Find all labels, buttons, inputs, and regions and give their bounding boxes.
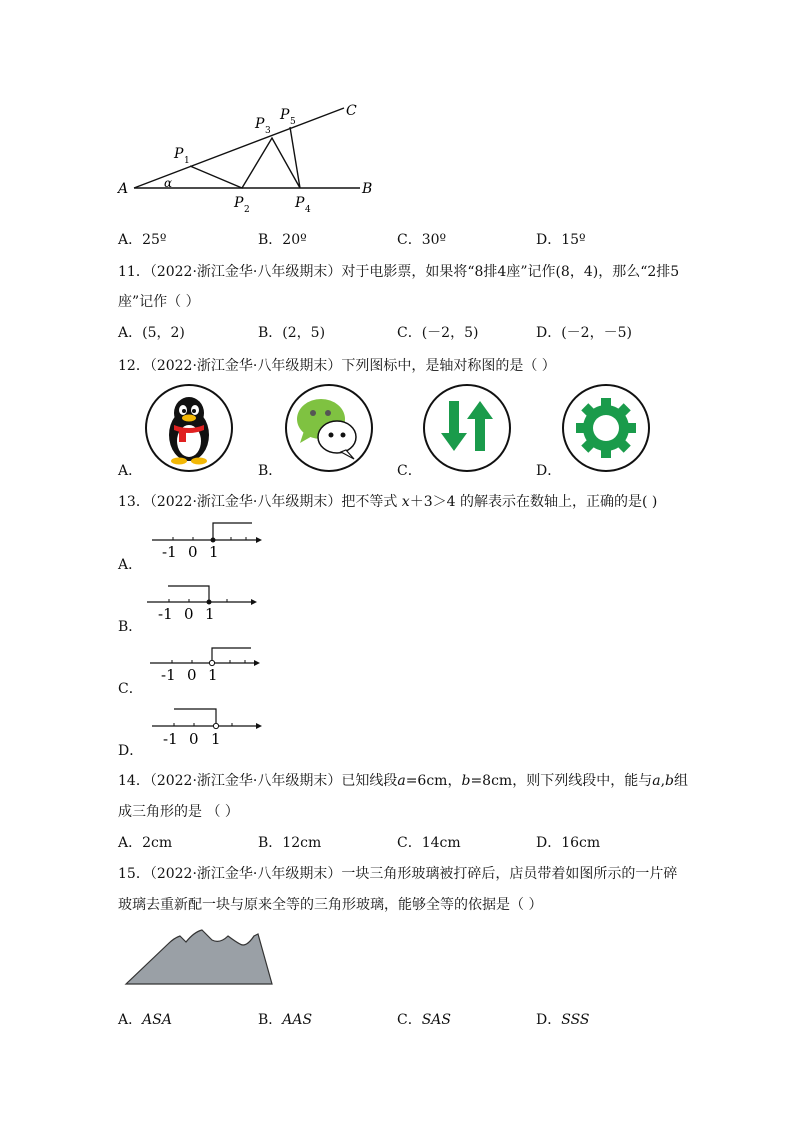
label-C: C [346, 103, 357, 119]
tick-label: 1 [208, 666, 218, 684]
label-P4: P [295, 195, 305, 211]
q14-option-c: C．14cm [397, 835, 461, 851]
q10-option-c: C．30º [397, 232, 447, 248]
q10-option-d: D．15º [536, 232, 586, 248]
label-P5-sub: 5 [290, 117, 296, 127]
q14-stem-line2: 成三角形的是 （ ） [118, 804, 239, 820]
q12-option-d: D． [536, 463, 562, 479]
label-P4-sub: 4 [305, 205, 311, 215]
q11-option-c: C．(－2，5) [397, 325, 479, 341]
tick-label: 0 [189, 730, 199, 748]
q14-stem-line1: 14．（2022·浙江金华·八年级期末）已知线段a=6cm，b=8cm，则下列线段中，能与a,b组 [118, 773, 688, 789]
label-P2: P [234, 195, 244, 211]
number-line-c [146, 643, 266, 685]
label-P1: P [174, 146, 184, 162]
tick-label: 0 [188, 543, 198, 561]
tick-label: -1 [163, 730, 178, 748]
q15-option-c: C．SAS [397, 1012, 452, 1028]
number-line-b [143, 582, 263, 624]
q12-option-c: C． [397, 463, 422, 479]
label-P1-sub: 1 [184, 156, 190, 166]
q11-option-a: A．(5，2) [118, 325, 185, 341]
tick-label: 0 [184, 605, 194, 623]
label-P5: P [280, 107, 290, 123]
gear-icon [561, 383, 651, 473]
q13-option-b: B． [118, 619, 143, 635]
tick-label: 1 [209, 543, 219, 561]
q13-option-c: C． [118, 681, 143, 697]
label-P3-sub: 3 [265, 126, 271, 136]
q12-option-b: B． [258, 463, 283, 479]
q12-stem: 12．（2022·浙江金华·八年级期末）下列图标中，是轴对称图的是（ ） [118, 358, 556, 374]
q13-option-a: A． [118, 557, 143, 573]
q11-stem-line1: 11．（2022·浙江金华·八年级期末）对于电影票，如果将“8排4座”记作(8，4)，那么“2排5 [118, 264, 680, 280]
q10-option-b: B．20º [258, 232, 307, 248]
q14-option-b: B．12cm [258, 835, 322, 851]
q11-option-b: B．(2，5) [258, 325, 326, 341]
label-P3: P [255, 116, 265, 132]
number-line-d [148, 706, 268, 748]
q15-option-d: D．SSS [536, 1012, 590, 1028]
q14-option-a: A．2cm [118, 835, 173, 851]
q11-stem-line2: 座”记作（ ） [118, 294, 200, 310]
angle-figure [112, 95, 392, 220]
q15-stem-line1: 15．（2022·浙江金华·八年级期末）一块三角形玻璃被打碎后，店员带着如图所示的一片碎 [118, 866, 678, 882]
q10-option-a: A．25º [118, 232, 167, 248]
q13-option-d: D． [118, 743, 144, 759]
penguin-icon [144, 383, 234, 473]
tick-label: 1 [205, 605, 215, 623]
broken-glass-figure [124, 926, 274, 988]
up-down-arrows-icon [422, 383, 512, 473]
q15-stem-line2: 玻璃去重新配一块与原来全等的三角形玻璃，能够全等的依据是（ ） [118, 897, 543, 913]
tick-label: -1 [158, 605, 173, 623]
q15-option-b: B．AAS [258, 1012, 313, 1028]
label-alpha: α [164, 176, 173, 190]
tick-label: -1 [162, 543, 177, 561]
label-B: B [362, 181, 373, 197]
q13-stem: 13．（2022·浙江金华·八年级期末）把不等式 x＋3＞4 的解表示在数轴上，正确的是( ) [118, 494, 658, 510]
q11-option-d: D．(－2，－5) [536, 325, 632, 341]
q14-option-d: D．16cm [536, 835, 601, 851]
q12-option-a: A． [118, 463, 143, 479]
q15-option-a: A．ASA [118, 1012, 172, 1028]
number-line-a [148, 520, 268, 562]
label-A: A [118, 181, 129, 197]
chat-bubbles-icon [284, 383, 374, 473]
tick-label: 1 [211, 730, 221, 748]
tick-label: -1 [161, 666, 176, 684]
label-P2-sub: 2 [244, 205, 250, 215]
tick-label: 0 [187, 666, 197, 684]
